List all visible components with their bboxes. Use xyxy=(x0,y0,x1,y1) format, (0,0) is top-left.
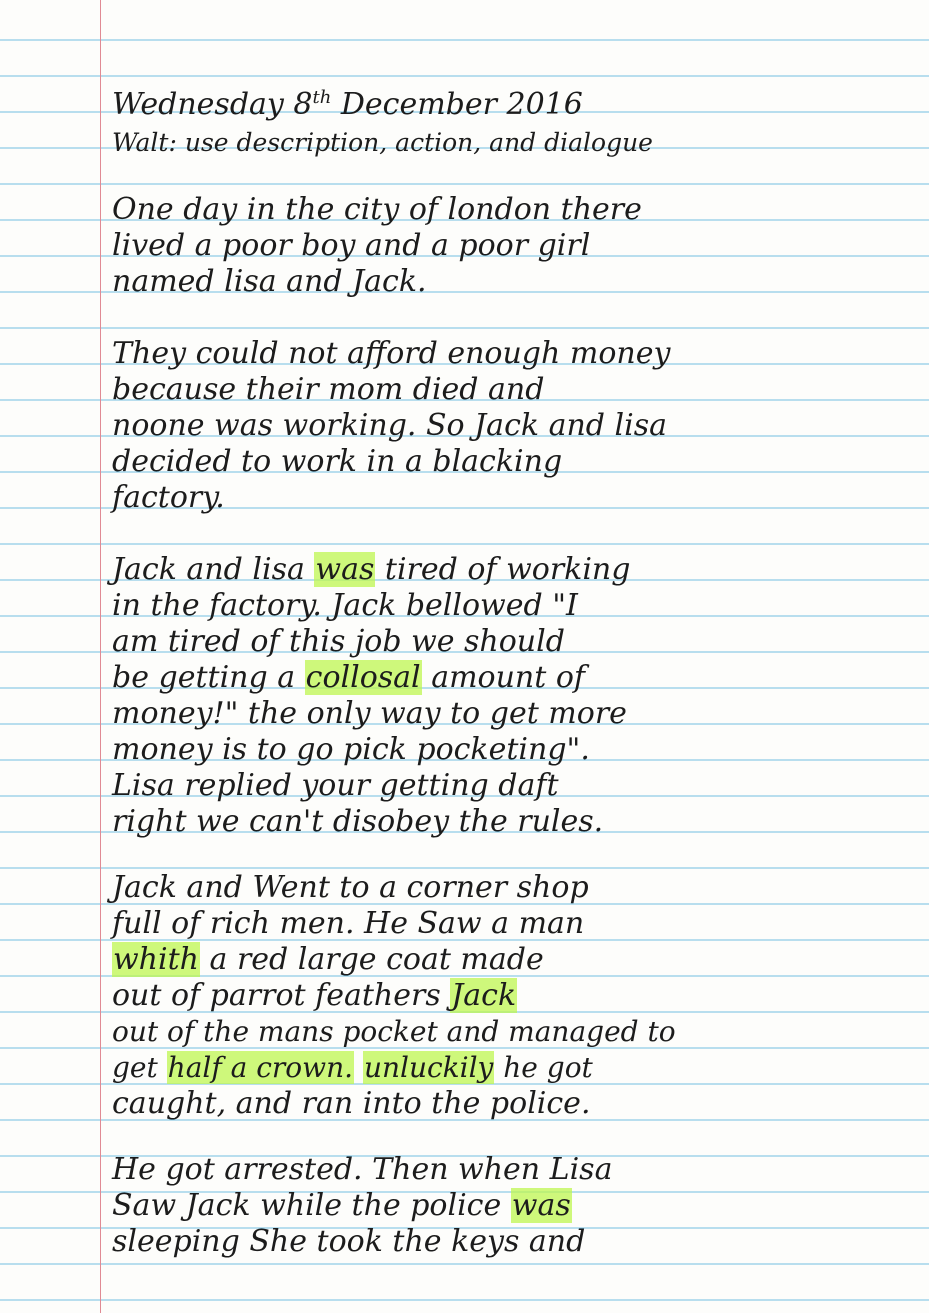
p3-line-6: money is to go pick pocketing". xyxy=(112,732,590,767)
p2-line-2: because their mom died and xyxy=(112,372,545,407)
p4-line-1: Jack and Went to a corner shop xyxy=(112,870,589,905)
p2-line-1: They could not afford enough money xyxy=(112,336,671,371)
p5-line-2 xyxy=(112,1188,572,1224)
highlight: whith xyxy=(113,942,199,977)
p1-line-2: lived a poor boy and a poor girl xyxy=(112,228,591,263)
p3-line-2: in the factory. Jack bellowed "I xyxy=(112,588,578,623)
highlight: half a crown. xyxy=(167,1051,354,1084)
p4-line-4 xyxy=(112,978,517,1014)
p4-line-3 xyxy=(112,942,544,978)
p5-line-3: sleeping She took the keys and xyxy=(112,1224,586,1259)
text-run: Saw Jack while the police xyxy=(112,1188,511,1223)
p3-line-5: money!" the only way to get more xyxy=(112,696,627,731)
text-run xyxy=(354,1051,363,1084)
p3-line-8: right we can't disobey the rules. xyxy=(112,804,604,839)
p5-line-1: He got arrested. Then when Lisa xyxy=(112,1152,613,1187)
date-line xyxy=(112,80,583,123)
margin-line xyxy=(100,0,101,1313)
date-suffix: th xyxy=(312,87,332,108)
text-run: Jack and lisa xyxy=(112,552,315,587)
p4-line-2: full of rich men. He Saw a man xyxy=(112,906,585,941)
text-run: he got xyxy=(494,1051,593,1084)
text-run: get xyxy=(112,1051,167,1084)
p4-line-7: caught, and ran into the police. xyxy=(112,1086,591,1121)
p2-line-3: noone was working. So Jack and lisa xyxy=(112,408,667,443)
highlight: unluckily xyxy=(363,1051,494,1084)
p2-line-4: decided to work in a blacking xyxy=(112,444,563,479)
p4-line-5: out of the mans pocket and managed to xyxy=(112,1015,676,1048)
highlight: was xyxy=(511,1188,571,1223)
p2-line-5: factory. xyxy=(112,480,225,515)
walt-line: Walt: use description, action, and dialogue xyxy=(112,128,653,157)
p4-line-6 xyxy=(112,1050,593,1086)
p3-line-7: Lisa replied your getting daft xyxy=(112,768,559,803)
p1-line-3: named lisa and Jack. xyxy=(112,264,427,299)
p3-line-4 xyxy=(112,660,585,696)
text-run: amount of xyxy=(421,660,585,695)
text-run: a red large coat made xyxy=(199,942,544,977)
p3-line-3: am tired of this job we should xyxy=(112,624,565,659)
text-run: tired of working xyxy=(375,552,631,587)
highlight: Jack xyxy=(451,978,517,1013)
p1-line-1: One day in the city of london there xyxy=(112,192,642,227)
text-run: out of parrot feathers xyxy=(112,978,451,1013)
highlight: was xyxy=(315,552,375,587)
date-day: Wednesday 8 xyxy=(112,87,313,122)
date-rest: December 2016 xyxy=(331,87,583,122)
p3-line-1 xyxy=(112,552,630,588)
highlight: collosal xyxy=(305,660,421,695)
text-run: be getting a xyxy=(112,660,305,695)
